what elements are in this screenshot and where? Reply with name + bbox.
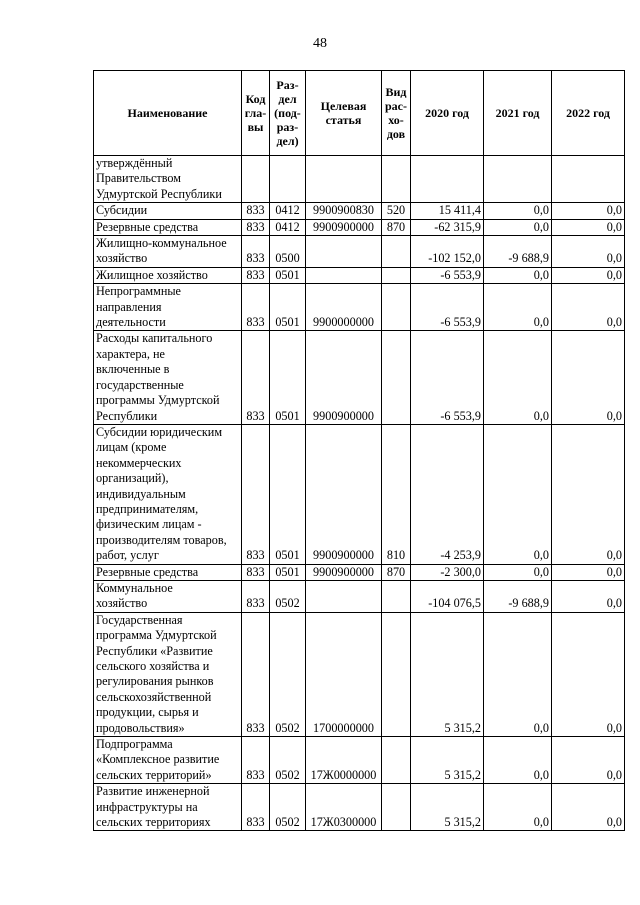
- row-razdel: 0412: [270, 203, 306, 219]
- row-name: Подпрограмма «Комплексное развитие сельских территорий»: [94, 737, 242, 784]
- row-2021: 0,0: [484, 424, 552, 564]
- row-statya: [306, 267, 382, 283]
- table-row: [94, 737, 625, 784]
- row-2022: 0,0: [552, 612, 625, 736]
- row-name: Государственная программа Удмуртской Республики «Развитие сельского хозяйства и регулирования рынков сельскохозяйственной продукции, сырья и продовольствия»: [94, 612, 242, 736]
- row-razdel: 0502: [270, 612, 306, 736]
- row-2020: 5 315,2: [411, 612, 484, 736]
- row-2022: 0,0: [552, 267, 625, 283]
- row-2022: 0,0: [552, 424, 625, 564]
- row-razdel: 0501: [270, 267, 306, 283]
- row-2020: 15 411,4: [411, 203, 484, 219]
- header-row: [94, 71, 625, 156]
- table-body: [94, 156, 625, 831]
- row-vid: [382, 267, 411, 283]
- table-row: [94, 784, 625, 831]
- row-glava: 833: [242, 203, 270, 219]
- row-2020: -2 300,0: [411, 564, 484, 580]
- row-razdel: 0502: [270, 737, 306, 784]
- row-statya: [306, 156, 382, 203]
- row-2021: 0,0: [484, 737, 552, 784]
- row-razdel: [270, 156, 306, 203]
- row-statya: 9900900830: [306, 203, 382, 219]
- row-glava: 833: [242, 236, 270, 268]
- row-2022: 0,0: [552, 203, 625, 219]
- row-2020: -6 553,9: [411, 331, 484, 424]
- row-name: Резервные средства: [94, 219, 242, 235]
- budget-table: [93, 70, 625, 831]
- row-2021: 0,0: [484, 784, 552, 831]
- row-2020: -6 553,9: [411, 284, 484, 331]
- row-razdel: 0501: [270, 284, 306, 331]
- row-glava: 833: [242, 331, 270, 424]
- row-statya: [306, 580, 382, 612]
- row-glava: 833: [242, 219, 270, 235]
- header-name: Наименование: [94, 71, 242, 156]
- table-row: [94, 580, 625, 612]
- table-row: [94, 284, 625, 331]
- row-razdel: 0501: [270, 564, 306, 580]
- row-2020: 5 315,2: [411, 737, 484, 784]
- row-statya: 9900900000: [306, 331, 382, 424]
- row-name: Коммунальное хозяйство: [94, 580, 242, 612]
- table-row: [94, 564, 625, 580]
- row-statya: 17Ж0300000: [306, 784, 382, 831]
- row-statya: 9900900000: [306, 424, 382, 564]
- row-glava: 833: [242, 784, 270, 831]
- table-row: [94, 156, 625, 203]
- row-glava: 833: [242, 737, 270, 784]
- table-row: [94, 331, 625, 424]
- header-statya: Целевая статья: [306, 71, 382, 156]
- row-vid: [382, 612, 411, 736]
- row-2022: 0,0: [552, 284, 625, 331]
- row-2022: 0,0: [552, 580, 625, 612]
- row-2020: -4 253,9: [411, 424, 484, 564]
- row-name: Резервные средства: [94, 564, 242, 580]
- row-glava: 833: [242, 424, 270, 564]
- row-name: Непрограммные направления деятельности: [94, 284, 242, 331]
- row-statya: 1700000000: [306, 612, 382, 736]
- table-row: [94, 424, 625, 564]
- row-2021: -9 688,9: [484, 236, 552, 268]
- row-2022: [552, 156, 625, 203]
- row-name: Развитие инженерной инфраструктуры на сельских территориях: [94, 784, 242, 831]
- row-razdel: 0500: [270, 236, 306, 268]
- row-2021: 0,0: [484, 284, 552, 331]
- row-2020: -102 152,0: [411, 236, 484, 268]
- table-row: [94, 236, 625, 268]
- row-2021: 0,0: [484, 203, 552, 219]
- row-statya: 9900900000: [306, 564, 382, 580]
- row-2021: 0,0: [484, 267, 552, 283]
- row-name: Расходы капитального характера, не включенные в государственные программы Удмуртской Республики: [94, 331, 242, 424]
- row-name: утверждённый Правительством Удмуртской Республики: [94, 156, 242, 203]
- row-glava: 833: [242, 612, 270, 736]
- row-name: Жилищно-коммунальное хозяйство: [94, 236, 242, 268]
- table-row: [94, 219, 625, 235]
- row-2021: [484, 156, 552, 203]
- row-2020: -104 076,5: [411, 580, 484, 612]
- header-2020: 2020 год: [411, 71, 484, 156]
- row-statya: 9900000000: [306, 284, 382, 331]
- row-name: Жилищное хозяйство: [94, 267, 242, 283]
- row-statya: 9900900000: [306, 219, 382, 235]
- table-row: [94, 612, 625, 736]
- row-vid: [382, 236, 411, 268]
- table-row: [94, 203, 625, 219]
- row-2022: 0,0: [552, 331, 625, 424]
- row-2021: 0,0: [484, 331, 552, 424]
- row-vid: 870: [382, 564, 411, 580]
- row-vid: [382, 784, 411, 831]
- row-name: Субсидии: [94, 203, 242, 219]
- row-2021: 0,0: [484, 219, 552, 235]
- row-vid: 810: [382, 424, 411, 564]
- row-razdel: 0502: [270, 580, 306, 612]
- header-2022: 2022 год: [552, 71, 625, 156]
- row-razdel: 0501: [270, 331, 306, 424]
- row-razdel: 0502: [270, 784, 306, 831]
- row-glava: 833: [242, 564, 270, 580]
- row-vid: [382, 284, 411, 331]
- row-glava: [242, 156, 270, 203]
- row-2022: 0,0: [552, 564, 625, 580]
- row-vid: 870: [382, 219, 411, 235]
- row-glava: 833: [242, 580, 270, 612]
- row-vid: [382, 737, 411, 784]
- row-statya: [306, 236, 382, 268]
- row-2021: -9 688,9: [484, 580, 552, 612]
- row-2022: 0,0: [552, 737, 625, 784]
- row-2020: -62 315,9: [411, 219, 484, 235]
- page-number: 48: [313, 36, 327, 51]
- row-2020: -6 553,9: [411, 267, 484, 283]
- row-vid: [382, 156, 411, 203]
- header-razdel: Раз- дел (под- раз- дел): [270, 71, 306, 156]
- table-row: [94, 267, 625, 283]
- header-2021: 2021 год: [484, 71, 552, 156]
- row-statya: 17Ж0000000: [306, 737, 382, 784]
- row-2021: 0,0: [484, 612, 552, 736]
- row-2020: [411, 156, 484, 203]
- row-2022: 0,0: [552, 784, 625, 831]
- row-vid: [382, 331, 411, 424]
- row-name: Субсидии юридическим лицам (кроме некоммерческих организаций), индивидуальным предпринимателям, физическим лицам - производителям товаров, работ, услуг: [94, 424, 242, 564]
- row-glava: 833: [242, 284, 270, 331]
- row-razdel: 0501: [270, 424, 306, 564]
- row-2022: 0,0: [552, 219, 625, 235]
- row-vid: [382, 580, 411, 612]
- row-razdel: 0412: [270, 219, 306, 235]
- header-glava: Код гла- вы: [242, 71, 270, 156]
- row-vid: 520: [382, 203, 411, 219]
- row-2020: 5 315,2: [411, 784, 484, 831]
- row-2021: 0,0: [484, 564, 552, 580]
- row-glava: 833: [242, 267, 270, 283]
- header-vid: Вид рас- хо- дов: [382, 71, 411, 156]
- row-2022: 0,0: [552, 236, 625, 268]
